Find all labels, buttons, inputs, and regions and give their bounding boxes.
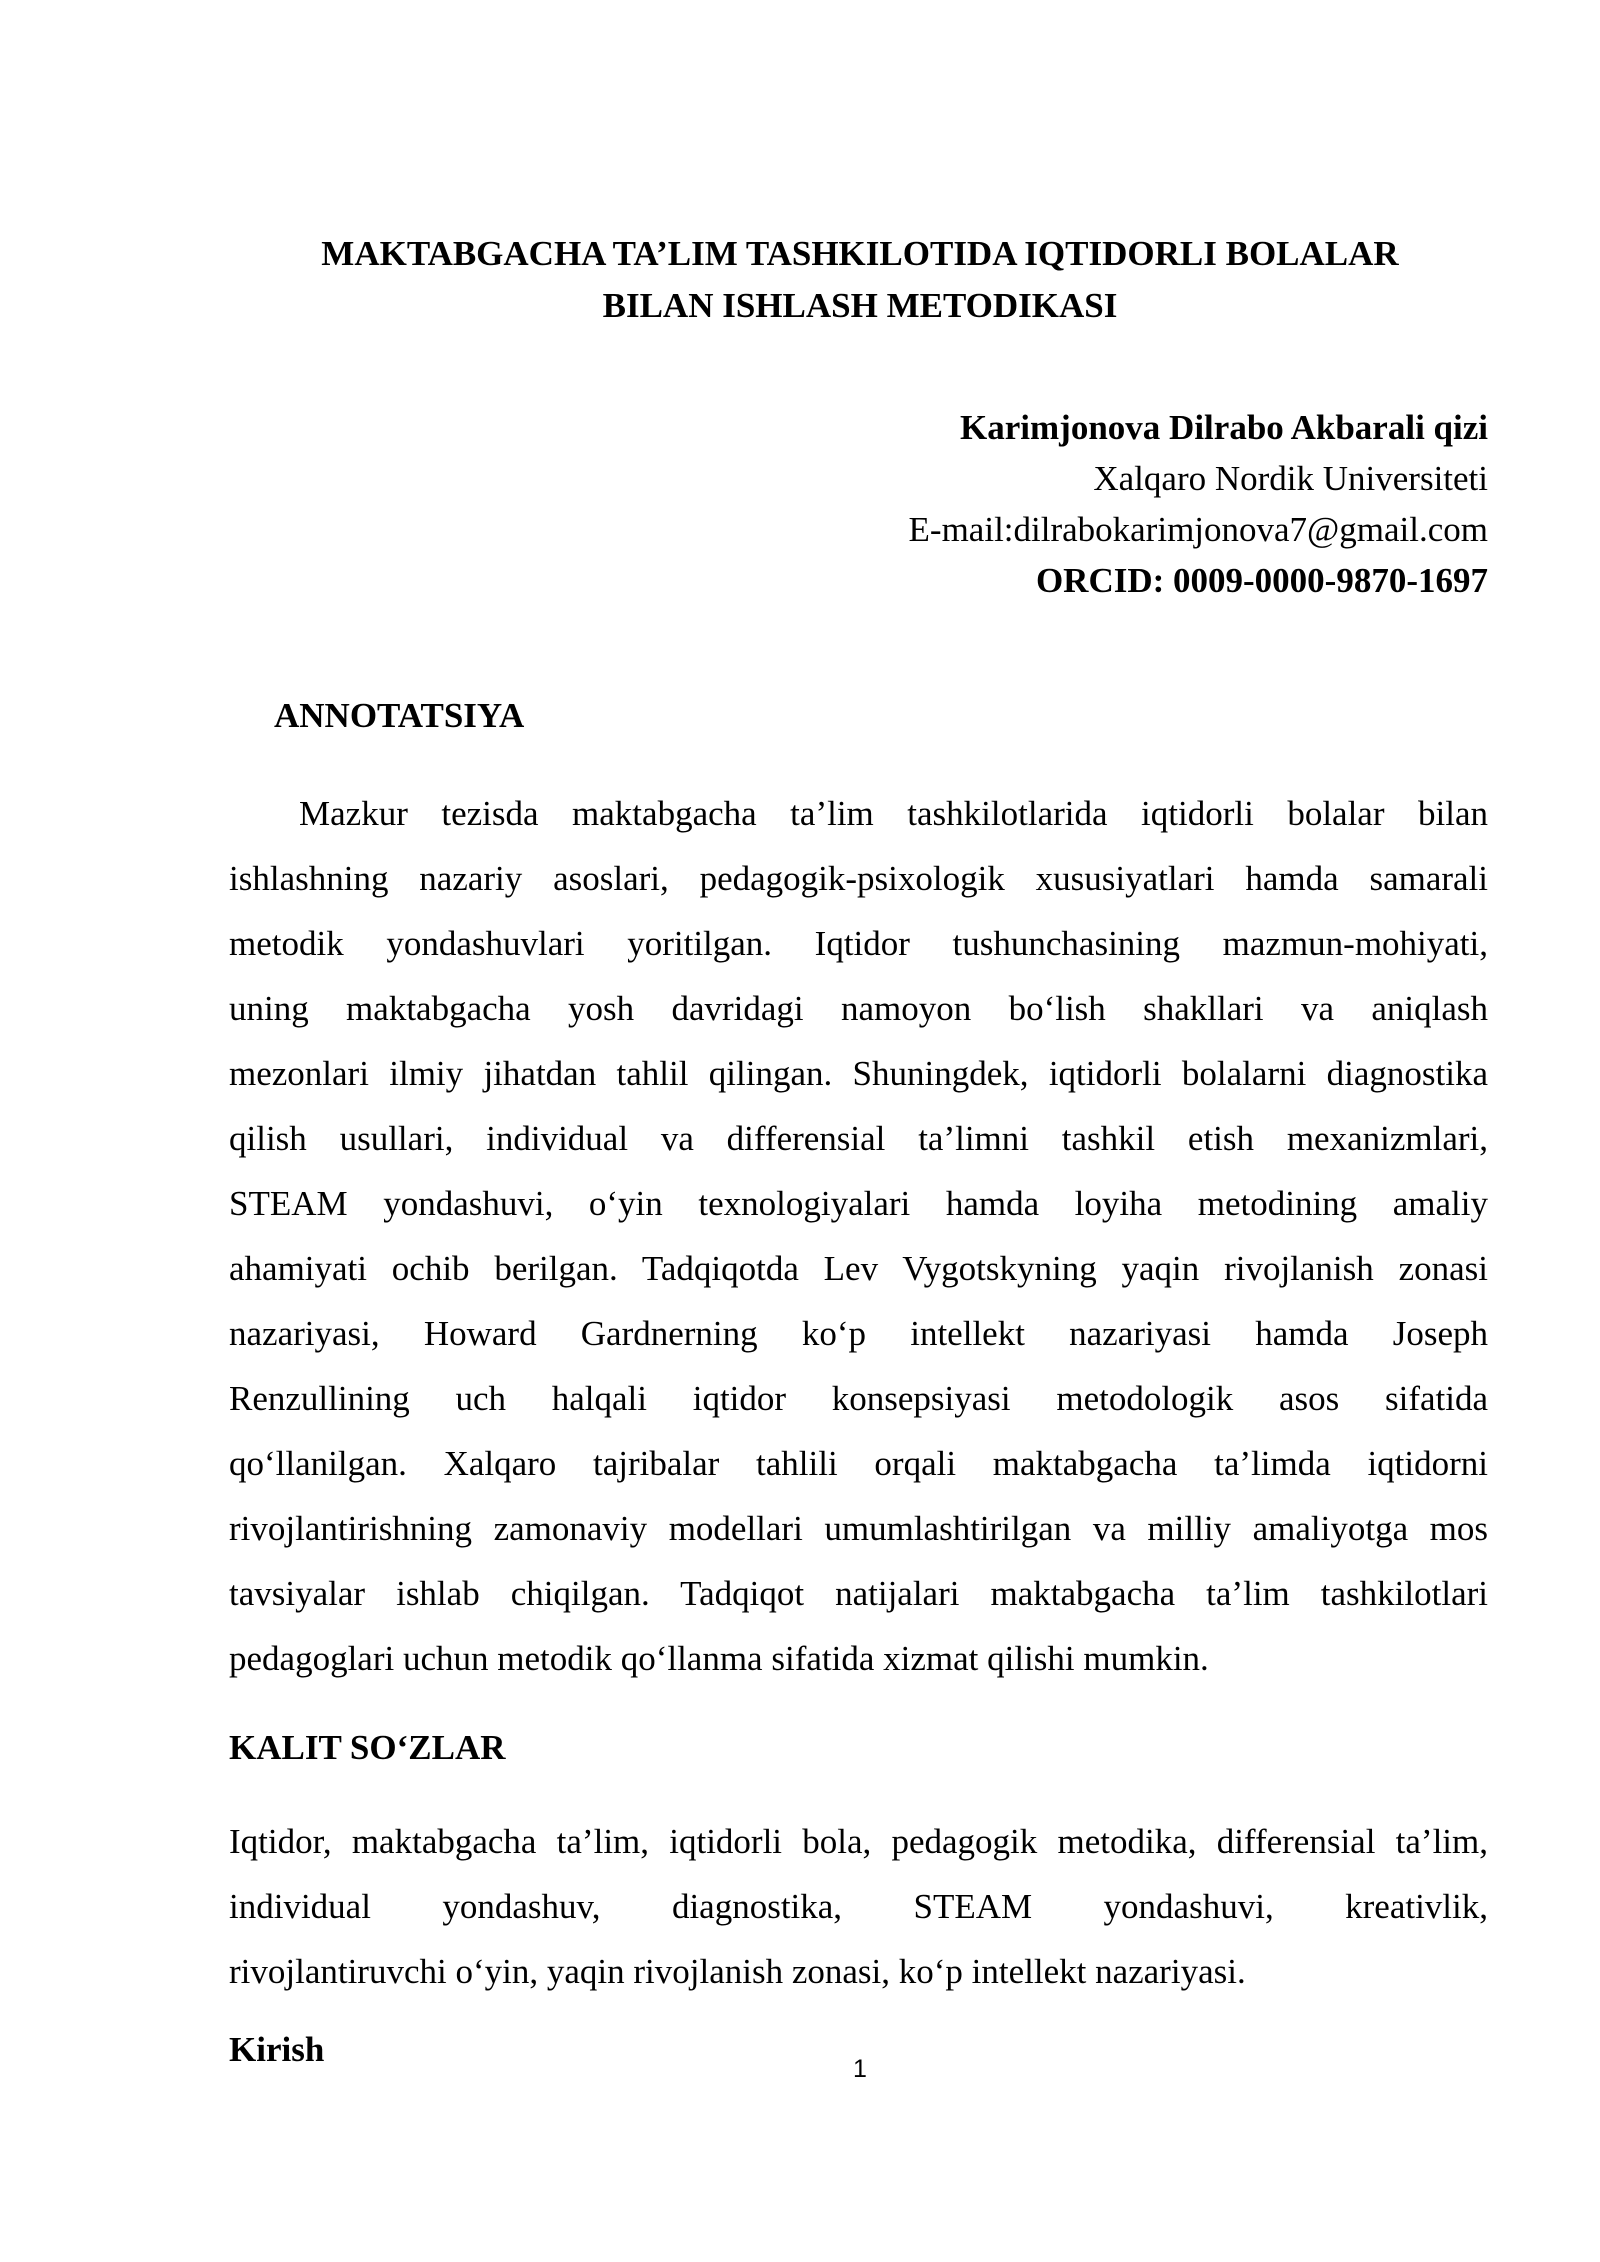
annotation-line: STEAM yondashuvi, o‘yin texnologiyalari hamda loyiha metodining amaliy <box>229 1184 1488 1223</box>
annotation-line: metodik yondashuvlari yoritilgan. Iqtidor tushunchasining mazmun-mohiyati, <box>229 924 1488 963</box>
keywords-heading: KALIT SO‘ZLAR <box>229 1728 506 1767</box>
author-block <box>700 402 1488 606</box>
annotation-line: Renzullining uch halqali iqtidor konsepsiyasi metodologik asos sifatida <box>229 1379 1488 1418</box>
author-orcid: ORCID: 0009-0000-9870-1697 <box>1035 561 1488 600</box>
title-line-2: BILAN ISHLASH METODIKASI <box>602 286 1118 325</box>
annotation-heading: ANNOTATSIYA <box>274 696 525 735</box>
annotation-line: nazariyasi, Howard Gardnerning ko‘p intellekt nazariyasi hamda Joseph <box>229 1314 1488 1353</box>
author-affiliation: Xalqaro Nordik Universiteti <box>1093 459 1488 498</box>
author-email: E-mail:dilrabokarimjonova7@gmail.com <box>908 510 1488 549</box>
annotation-line: qo‘llanilgan. Xalqaro tajribalar tahlili orqali maktabgacha ta’limda iqtidorni <box>229 1444 1488 1483</box>
annotation-line: qilish usullari, individual va differensial ta’limni tashkil etish mexanizmlari, <box>229 1119 1488 1158</box>
keywords-line: individual yondashuv, diagnostika, STEAM yondashuvi, kreativlik, <box>229 1887 1488 1926</box>
annotation-line: rivojlantirishning zamonaviy modellari umumlashtirilgan va milliy amaliyotga mos <box>229 1509 1488 1548</box>
keywords-line: Iqtidor, maktabgacha ta’lim, iqtidorli bola, pedagogik metodika, differensial ta’lim, <box>229 1822 1488 1861</box>
annotation-line: Mazkur tezisda maktabgacha ta’lim tashkilotlarida iqtidorli bolalar bilan <box>299 794 1488 833</box>
keywords-body <box>229 1809 1488 2004</box>
paper-title <box>230 228 1490 332</box>
annotation-line: mezonlari ilmiy jihatdan tahlil qilingan. Shuningdek, iqtidorli bolalarni diagnostika <box>229 1054 1488 1093</box>
keywords-line: rivojlantiruvchi o‘yin, yaqin rivojlanish zonasi, ko‘p intellekt nazariyasi. <box>229 1952 1246 1991</box>
title-line-1: MAKTABGACHA TA’LIM TASHKILOTIDA IQTIDORLI BOLALAR <box>321 234 1399 273</box>
annotation-body <box>229 781 1488 1691</box>
annotation-line: uning maktabgacha yosh davridagi namoyon bo‘lish shakllari va aniqlash <box>229 989 1488 1028</box>
page-number: 1 <box>853 2055 867 2083</box>
annotation-line: tavsiyalar ishlab chiqilgan. Tadqiqot natijalari maktabgacha ta’lim tashkilotlari <box>229 1574 1488 1613</box>
annotation-line: ahamiyati ochib berilgan. Tadqiqotda Lev Vygotskyning yaqin rivojlanish zonasi <box>229 1249 1488 1288</box>
introduction-heading: Kirish <box>229 2030 325 2069</box>
annotation-line: pedagoglari uchun metodik qo‘llanma sifatida xizmat qilishi mumkin. <box>229 1639 1209 1678</box>
author-name: Karimjonova Dilrabo Akbarali qizi <box>960 408 1488 447</box>
annotation-line: ishlashning nazariy asoslari, pedagogik-psixologik xususiyatlari hamda samarali <box>229 859 1488 898</box>
